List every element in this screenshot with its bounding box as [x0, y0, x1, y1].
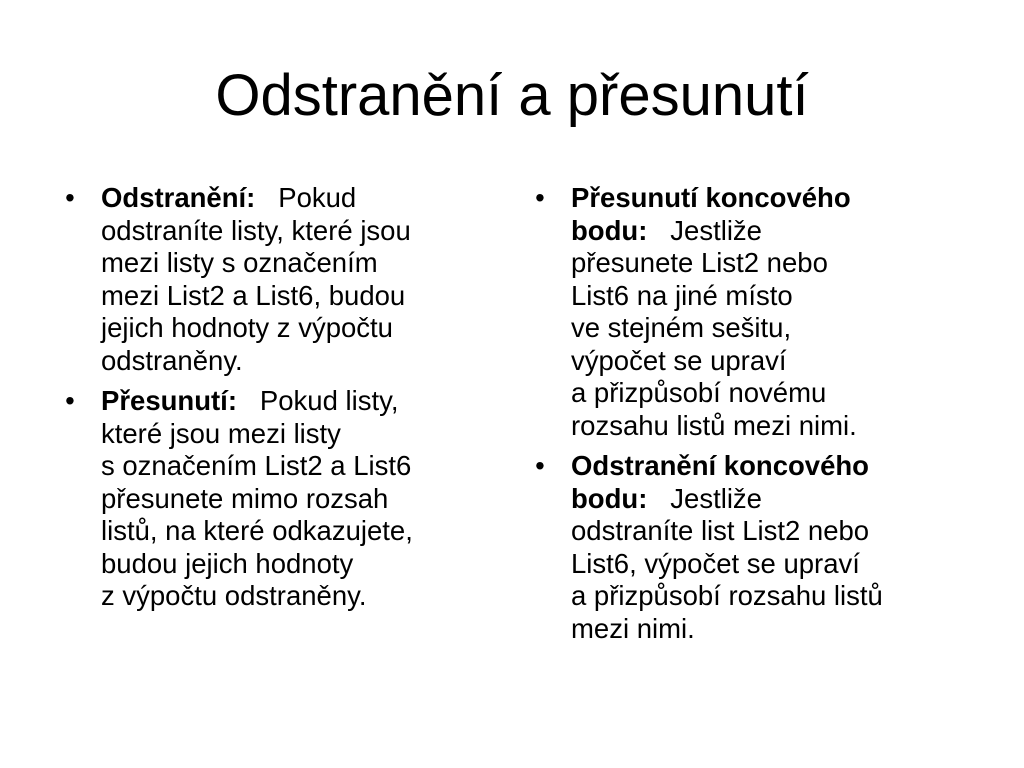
bullet-text-line: mezi nimi. [571, 612, 695, 644]
bullet-heading: Odstranění koncového [571, 450, 869, 481]
bullet-text-line: listů, na které odkazujete, [101, 515, 413, 546]
bullet-text-line: s označením List2 a List6 [101, 450, 412, 481]
bullet-text-line: z výpočtu odstraněny. [101, 580, 367, 611]
bullet-text-line: Pokud listy, [259, 385, 399, 416]
bullet-text-line: Jestliže [670, 482, 762, 514]
bullet-content [571, 182, 970, 442]
bullet-item-odstraneni-koncoveho-bodu [530, 450, 970, 645]
bullet-first-line [101, 385, 500, 418]
bullet-text-line: Pokud [278, 182, 357, 213]
bullet-icon: • [535, 450, 545, 481]
bullet-heading: bodu: [571, 482, 648, 514]
bullet-text-line: výpočet se upraví [571, 344, 787, 376]
bullet-heading: Odstranění: [101, 182, 256, 213]
bullet-item-presunuti-koncoveho-bodu [530, 182, 970, 442]
bullet-item-presunuti [60, 385, 500, 613]
bullet-heading-line [571, 483, 970, 516]
bullet-heading: Přesunutí koncového [571, 182, 851, 213]
bullet-text-line: mezi List2 a List6, budou [101, 279, 406, 311]
left-column [60, 182, 500, 621]
bullet-text-line: Jestliže [670, 214, 762, 246]
bullet-text-line: přesunete mimo rozsah [101, 482, 389, 514]
bullet-text-line: rozsahu listů mezi nimi. [571, 409, 857, 441]
bullet-text-line: budou jejich hodnoty [101, 547, 354, 579]
bullet-heading-line [571, 215, 970, 248]
bullet-icon: • [65, 182, 75, 213]
bullet-text-line: a přizpůsobí rozsahu listů [571, 580, 883, 611]
bullet-text-line: List6, výpočet se upraví [571, 547, 860, 579]
bullet-heading: bodu: [571, 214, 648, 246]
bullet-text-line: mezi listy s označením [101, 247, 378, 278]
bullet-icon: • [535, 182, 545, 213]
bullet-content [101, 182, 500, 377]
bullet-text-line: a přizpůsobí novému [571, 377, 827, 408]
bullet-content [101, 385, 500, 613]
bullet-text-line: jejich hodnoty z výpočtu [101, 312, 393, 343]
bullet-first-line [101, 182, 500, 215]
bullet-icon: • [65, 385, 75, 416]
bullet-text-line: odstraníte listy, které jsou [101, 214, 411, 246]
slide-title: Odstranění a přesunutí [215, 63, 809, 128]
bullet-text-line: List6 na jiné místo [571, 279, 793, 311]
bullet-text-line: ve stejném sešitu, [571, 312, 792, 343]
right-column [530, 182, 970, 653]
bullet-item-odstraneni [60, 182, 500, 377]
bullet-heading: Přesunutí: [101, 385, 237, 416]
bullet-content [571, 450, 970, 645]
bullet-text-line: odstraněny. [101, 344, 243, 376]
bullet-text-line: které jsou mezi listy [101, 417, 341, 449]
bullet-text-line: přesunete List2 nebo [571, 247, 828, 278]
bullet-text-line: odstraníte list List2 nebo [571, 515, 870, 546]
